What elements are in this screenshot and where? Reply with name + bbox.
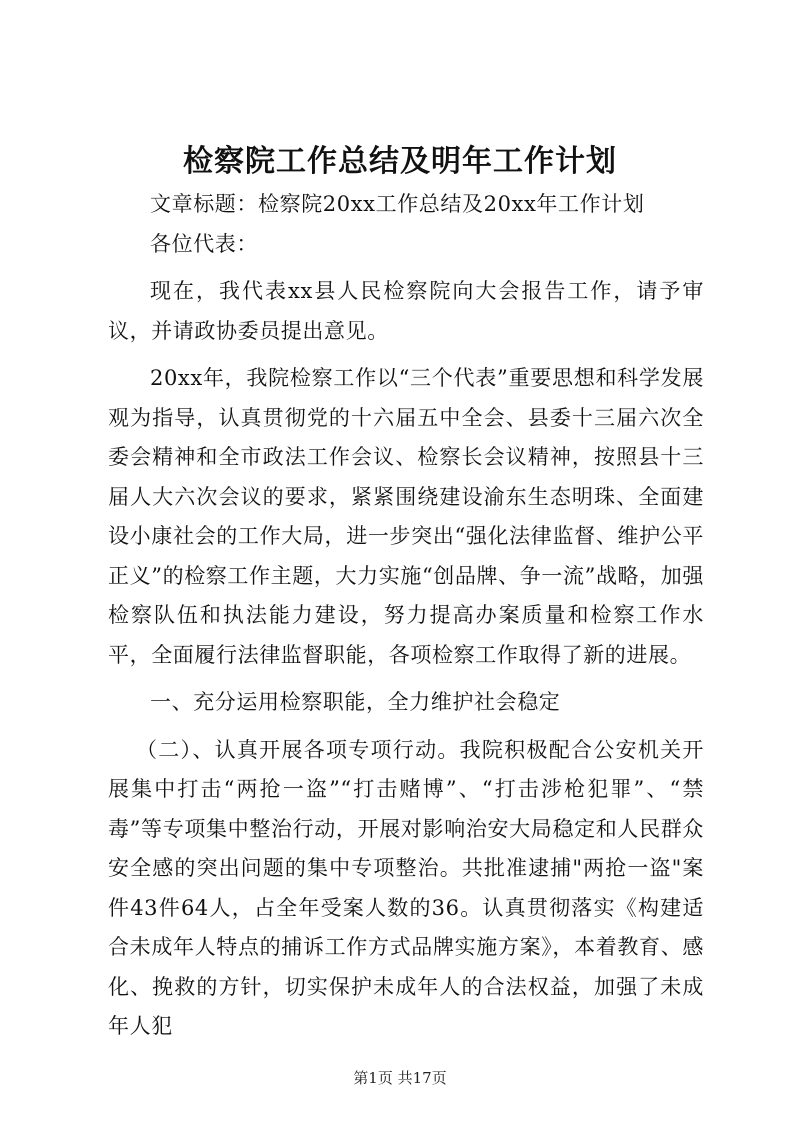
- section-heading-1: 一、充分运用检察职能，全力维护社会稳定: [150, 690, 561, 714]
- page-number-footer: 第1页 共17页: [353, 1069, 447, 1087]
- paragraph-salutation: 各位代表：: [150, 231, 258, 256]
- paragraph-opening: 现在，我代表xx县人民检察院向大会报告工作，请予审议，并请政协委员提出意见。: [108, 279, 704, 343]
- paragraph-article-title: 文章标题：检察院20xx工作总结及20xx年工作计划: [150, 192, 645, 216]
- paragraph-overview: 20xx年，我院检察工作以“三个代表”重要思想和科学发展观为指导，认真贯彻党的十六届五中全会、县委十三届六次全委会精神和全市政法工作会议、检察长会议精神，按照县十三届人大六次会议的要求，紧紧围绕建设渝东生态明珠、全面建设小康社会的工作大局，进一步突出“强化法律监督、维护公平正义”的检察工作主题，大力实施“创品牌、争一流”战略，加强检察队伍和执法能力建设，努力提高办案质量和检察工作水平，全面履行法律监督职能，各项检察工作取得了新的进展。: [108, 366, 704, 667]
- document-body: [108, 185, 704, 1047]
- paragraph-special-actions: （二）、认真开展各项专项行动。我院积极配合公安机关开展集中打击“两抢一盗”“打击赌博”、“打击涉枪犯罪”、“禁毒”等专项集中整治行动，开展对影响治安大局稳定和人民群众安全感的突出问题的集中专项整治。共批准逮捕"两抢一盗"案件43件64人，占全年受案人数的36。认真贯彻落实《构建适合未成年人特点的捕诉工作方式品牌实施方案》，本着教育、感化、挽救的方针，切实保护未成年人的合法权益，加强了未成年人犯: [108, 737, 704, 1038]
- document-title: 检察院工作总结及明年工作计划: [183, 144, 617, 179]
